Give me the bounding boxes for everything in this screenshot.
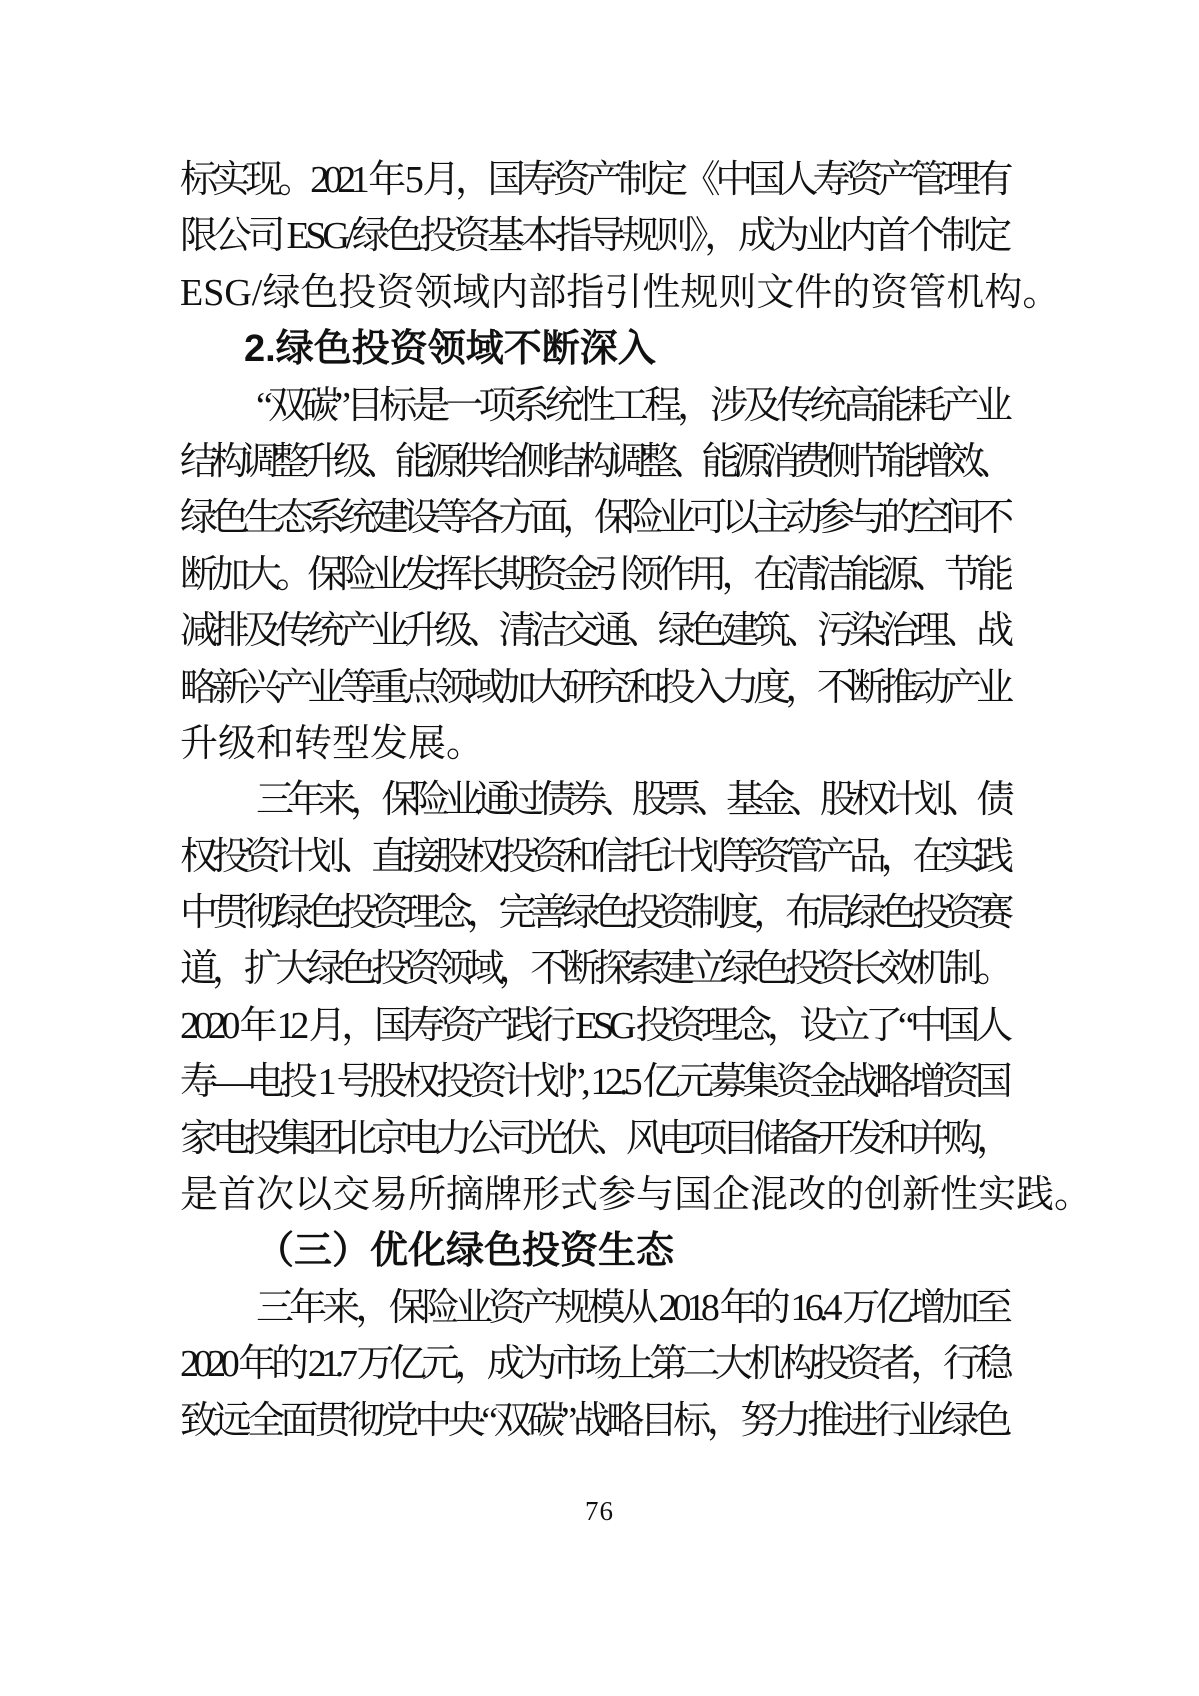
text-line bbox=[180, 998, 1008, 1054]
line-text: 绿色生态系统建设等各方面，保险业可以主动参与的空间不 bbox=[180, 497, 1008, 540]
text-line bbox=[180, 1054, 1008, 1110]
text-line bbox=[180, 490, 1008, 546]
line-text: ESG/绿色投资领域内部指引性规则文件的资管机构。 bbox=[180, 271, 1061, 314]
text-line bbox=[180, 265, 1061, 321]
line-text: “双碳”目标是一项系统性工程，涉及传统高能耗产业 bbox=[256, 384, 1008, 427]
text-line bbox=[180, 660, 1008, 716]
line-text: 标实现。2021 年 5 月，国寿资产制定《中国人寿资产管理有 bbox=[180, 159, 1008, 201]
text-line bbox=[180, 885, 1008, 941]
line-text: 三年来，保险业通过债券、股票、基金、股权计划、债 bbox=[256, 779, 1008, 822]
line-text: 道，扩大绿色投资领域，不断探索建立绿色投资长效机制。 bbox=[180, 948, 1008, 991]
line-text: 家电投集团北京电力公司光伏、风电项目储备开发和并购， bbox=[180, 1117, 1008, 1160]
line-text: 2.绿色投资领域不断深入 bbox=[244, 328, 656, 371]
line-text: 致远全面贯彻党中央“双碳”战略目标，努力推进行业绿色 bbox=[180, 1399, 1008, 1442]
text-line bbox=[180, 829, 1008, 885]
line-text: 权投资计划、直接股权投资和信托计划等资管产品，在实践 bbox=[180, 835, 1008, 878]
heading-line bbox=[180, 321, 1008, 377]
line-text: 断加大。保险业发挥长期资金引领作用，在清洁能源、节能 bbox=[180, 553, 1008, 596]
line-text: 略新兴产业等重点领域加大研究和投入力度，不断推动产业 bbox=[180, 666, 1008, 709]
text-line bbox=[180, 434, 1008, 490]
text-line bbox=[180, 1167, 1093, 1223]
text-line bbox=[180, 716, 1008, 772]
text-line bbox=[180, 1111, 1008, 1167]
text-line bbox=[180, 1336, 1008, 1392]
line-text: 限公司 ESG/绿色投资基本指导规则》，成为业内首个制定 bbox=[180, 215, 1008, 258]
line-text: 2020 年 12 月，国寿资产践行 ESG 投资理念，设立了“中国人 bbox=[180, 1004, 1008, 1047]
line-text: 结构调整升级、能源供给侧结构调整、能源消费侧节能增效、 bbox=[180, 440, 1008, 483]
line-text: 2020 年的 21.7 万亿元，成为市场上第二大机构投资者，行稳 bbox=[180, 1343, 1008, 1386]
text-line bbox=[180, 1280, 1008, 1336]
text-line bbox=[180, 547, 1008, 603]
line-text: 升级和转型发展。 bbox=[180, 722, 485, 765]
text-line bbox=[180, 208, 1008, 264]
text-line bbox=[180, 941, 1008, 997]
line-text: 减排及传统产业升级、清洁交通、绿色建筑、污染治理、战 bbox=[180, 610, 1008, 653]
text-line bbox=[180, 603, 1008, 659]
page-number: 76 bbox=[585, 1496, 614, 1526]
line-text: 三年来，保险业资产规模从 2018 年的 16.4 万亿增加至 bbox=[256, 1286, 1008, 1329]
heading-line bbox=[180, 1223, 1008, 1279]
text-line bbox=[180, 1393, 1008, 1449]
line-text: 寿—电投 1 号股权投资计划”, 12.5 亿元募集资金战略增资国 bbox=[180, 1061, 1008, 1104]
text-line bbox=[180, 378, 1008, 434]
line-text: 中贯彻绿色投资理念，完善绿色投资制度，布局绿色投资赛 bbox=[180, 892, 1008, 935]
text-line bbox=[180, 152, 1008, 208]
line-text: 是首次以交易所摘牌形式参与国企混改的创新性实践。 bbox=[180, 1174, 1093, 1217]
line-text: （三）优化绿色投资生态 bbox=[256, 1230, 675, 1273]
text-line bbox=[180, 772, 1008, 828]
text-content bbox=[180, 152, 1093, 1449]
